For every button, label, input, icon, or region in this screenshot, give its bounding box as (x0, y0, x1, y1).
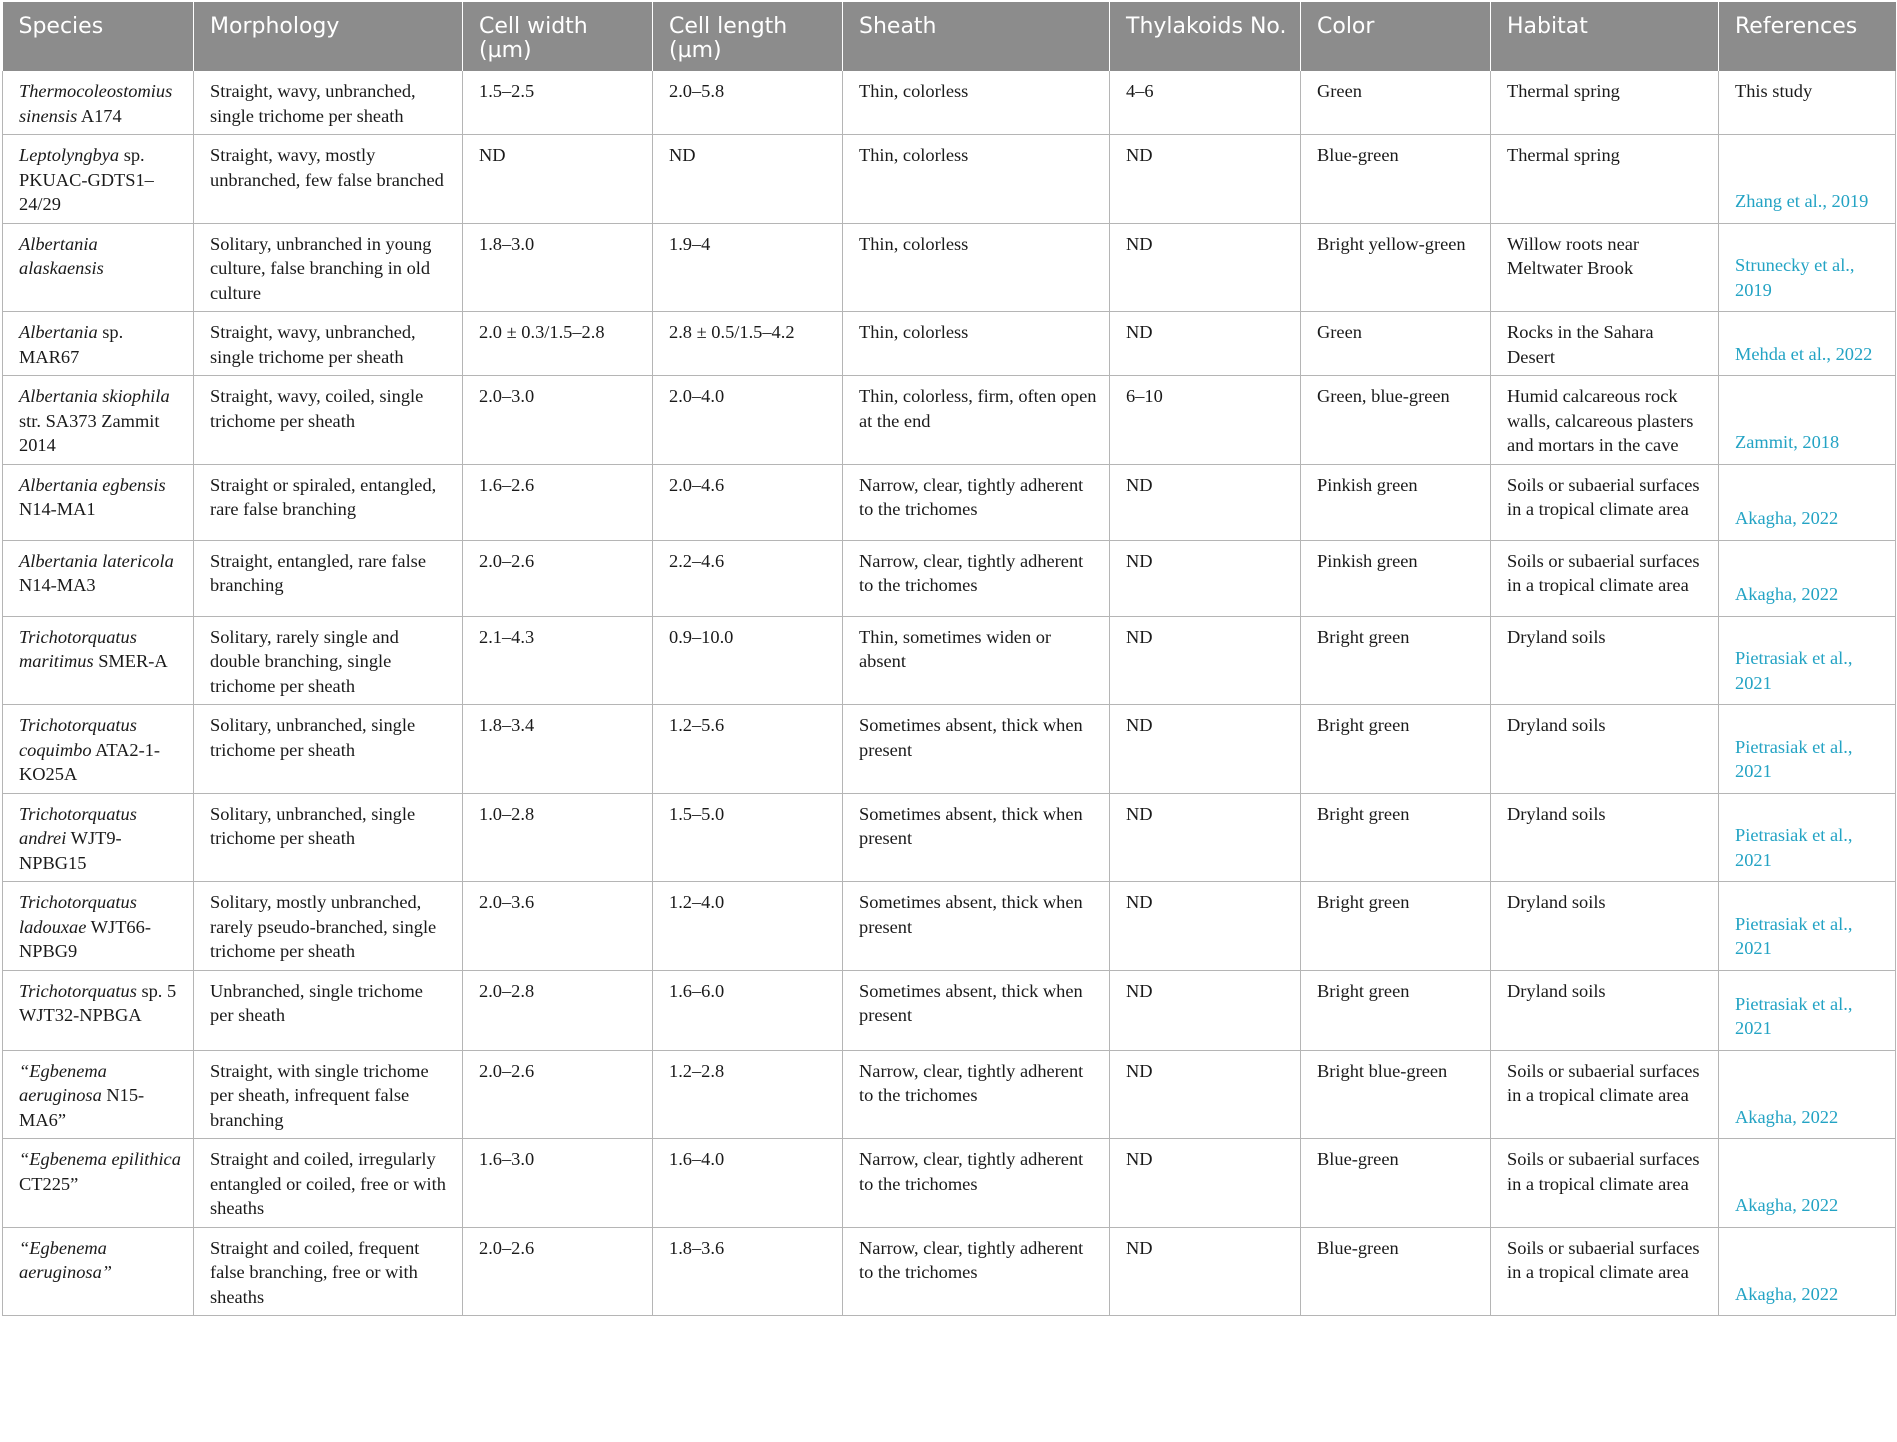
cell-morphology: Solitary, unbranched in young culture, false branching in old culture (194, 223, 463, 312)
cell-thylakoids: ND (1110, 312, 1301, 376)
cell-color: Green, blue-green (1301, 376, 1491, 465)
species-name-italic: Thermocoleostomius sinensis (19, 81, 173, 126)
species-name-strain: ATA2-1-KO25A (19, 739, 161, 784)
cell-color: Bright yellow-green (1301, 223, 1491, 312)
reference-link[interactable]: Pietrasiak et al., 2021 (1719, 882, 1896, 971)
cell-morphology: Straight, entangled, rare false branching (194, 540, 463, 616)
header-row (3, 2, 1896, 71)
species-name-italic: Albertania egbensis (19, 474, 166, 495)
cell-sheath: Thin, colorless (843, 135, 1110, 224)
reference-link[interactable]: Pietrasiak et al., 2021 (1719, 793, 1896, 882)
species-name-italic: Albertania (19, 322, 98, 342)
cell-morphology: Solitary, mostly unbranched, rarely pseudo-branched, single trichome per sheath (194, 882, 463, 971)
cell-width: 1.6–2.6 (463, 464, 653, 540)
cell-species (3, 616, 194, 705)
cell-length: 1.6–4.0 (653, 1139, 843, 1228)
reference-link[interactable]: Strunecky et al., 2019 (1719, 223, 1896, 312)
cell-length: 1.5–5.0 (653, 793, 843, 882)
species-name-italic: Trichotorquatus andrei (19, 803, 137, 848)
cell-species (3, 705, 194, 794)
cell-sheath: Narrow, clear, tightly adherent to the trichomes (843, 1227, 1110, 1316)
cell-sheath: Thin, colorless (843, 71, 1110, 135)
cell-sheath: Narrow, clear, tightly adherent to the trichomes (843, 464, 1110, 540)
species-name-italic: “Egbenema aeruginosa” (19, 1237, 112, 1282)
header-color: Color (1301, 2, 1491, 71)
cell-morphology: Straight and coiled, irregularly entangled or coiled, free or with sheaths (194, 1139, 463, 1228)
species-name-strain: sp. MAR67 (19, 322, 124, 367)
cell-sheath: Sometimes absent, thick when present (843, 970, 1110, 1050)
species-name-italic: Leptolyngbya (19, 145, 120, 165)
cell-color: Bright green (1301, 793, 1491, 882)
table-row (3, 882, 1896, 971)
species-name-strain: SMER-A (93, 651, 168, 671)
species-name-strain: sp. PKUAC-GDTS1–24/29 (19, 145, 154, 214)
reference-link[interactable]: Akagha, 2022 (1719, 1227, 1896, 1316)
species-name-strain: N14-MA1 (19, 499, 96, 519)
cell-thylakoids: ND (1110, 616, 1301, 705)
cell-length: 1.2–4.0 (653, 882, 843, 971)
cell-color: Green (1301, 71, 1491, 135)
cell-length: 1.2–5.6 (653, 705, 843, 794)
cell-species (3, 135, 194, 224)
species-name-strain: A174 (77, 105, 122, 126)
cell-habitat: Dryland soils (1491, 970, 1719, 1050)
species-name-italic: Albertania skiophila (19, 386, 170, 406)
table-row (3, 705, 1896, 794)
cell-species (3, 464, 194, 540)
reference-link[interactable]: Pietrasiak et al., 2021 (1719, 970, 1896, 1050)
cell-thylakoids: ND (1110, 1050, 1301, 1139)
header-species: Species (3, 2, 194, 71)
cell-thylakoids: ND (1110, 464, 1301, 540)
cell-length: 1.9–4 (653, 223, 843, 312)
cell-color: Pinkish green (1301, 540, 1491, 616)
cell-morphology: Solitary, unbranched, single trichome per sheath (194, 793, 463, 882)
table-row (3, 1050, 1896, 1139)
cell-width: ND (463, 135, 653, 224)
cell-species (3, 1050, 194, 1139)
reference-link[interactable]: Zammit, 2018 (1719, 376, 1896, 465)
cell-habitat: Willow roots near Meltwater Brook (1491, 223, 1719, 312)
table-row (3, 616, 1896, 705)
cell-habitat: Dryland soils (1491, 705, 1719, 794)
cell-habitat: Rocks in the Sahara Desert (1491, 312, 1719, 376)
cell-habitat: Soils or subaerial surfaces in a tropical climate area (1491, 464, 1719, 540)
header-sheath: Sheath (843, 2, 1110, 71)
cell-thylakoids: ND (1110, 793, 1301, 882)
species-name-italic: “Egbenema epilithica (19, 1149, 181, 1169)
table-row (3, 223, 1896, 312)
cell-width: 1.8–3.0 (463, 223, 653, 312)
cell-width: 2.0–2.8 (463, 970, 653, 1050)
table-container (2, 2, 1895, 1440)
cell-color: Bright green (1301, 970, 1491, 1050)
cell-sheath: Narrow, clear, tightly adherent to the trichomes (843, 540, 1110, 616)
species-name-strain: N15-MA6” (19, 1085, 145, 1130)
cell-sheath: Narrow, clear, tightly adherent to the trichomes (843, 1050, 1110, 1139)
cell-thylakoids: 6–10 (1110, 376, 1301, 465)
cell-thylakoids: ND (1110, 135, 1301, 224)
species-name-strain: CT225” (19, 1173, 79, 1194)
cell-morphology: Straight, wavy, mostly unbranched, few false branched (194, 135, 463, 224)
cell-morphology: Straight, wavy, coiled, single trichome per sheath (194, 376, 463, 465)
cell-thylakoids: ND (1110, 540, 1301, 616)
cell-sheath: Thin, colorless, firm, often open at the end (843, 376, 1110, 465)
cell-thylakoids: ND (1110, 705, 1301, 794)
cell-habitat: Thermal spring (1491, 71, 1719, 135)
species-name-italic: Trichotorquatus maritimus (19, 626, 137, 671)
species-name-strain: sp. 5 WJT32-NPBGA (19, 980, 177, 1025)
reference-link[interactable]: Mehda et al., 2022 (1719, 312, 1896, 376)
cell-width: 1.5–2.5 (463, 71, 653, 135)
table-row (3, 1139, 1896, 1228)
table-row (3, 376, 1896, 465)
cell-sheath: Narrow, clear, tightly adherent to the trichomes (843, 1139, 1110, 1228)
cell-thylakoids: ND (1110, 223, 1301, 312)
table-row (3, 1227, 1896, 1316)
cell-species (3, 793, 194, 882)
cell-thylakoids: 4–6 (1110, 71, 1301, 135)
header-references: References (1719, 2, 1896, 71)
cell-species (3, 540, 194, 616)
cell-width: 2.0–2.6 (463, 1227, 653, 1316)
cell-sheath: Thin, colorless (843, 312, 1110, 376)
species-name-strain: N14-MA3 (19, 575, 96, 595)
cell-length: 1.6–6.0 (653, 970, 843, 1050)
cell-color: Pinkish green (1301, 464, 1491, 540)
cell-reference: This study (1719, 71, 1896, 135)
table-row (3, 135, 1896, 224)
reference-link[interactable]: Pietrasiak et al., 2021 (1719, 705, 1896, 794)
cell-width: 2.1–4.3 (463, 616, 653, 705)
cell-length: 2.0–4.0 (653, 376, 843, 465)
cell-sheath: Sometimes absent, thick when present (843, 793, 1110, 882)
species-name-strain: WJT66-NPBG9 (19, 916, 151, 961)
species-name-italic: “Egbenema aeruginosa (19, 1060, 107, 1105)
cell-species (3, 71, 194, 135)
cell-sheath: Sometimes absent, thick when present (843, 882, 1110, 971)
cell-length: 1.2–2.8 (653, 1050, 843, 1139)
table-row (3, 970, 1896, 1050)
cell-color: Bright blue-green (1301, 1050, 1491, 1139)
cell-morphology: Straight, with single trichome per sheath, infrequent false branching (194, 1050, 463, 1139)
cell-morphology: Straight, wavy, unbranched, single trichome per sheath (194, 312, 463, 376)
species-name-italic: Albertania latericola (19, 550, 174, 571)
cell-habitat: Thermal spring (1491, 135, 1719, 224)
cell-habitat: Soils or subaerial surfaces in a tropical climate area (1491, 1227, 1719, 1316)
table-row (3, 464, 1896, 540)
cell-sheath: Thin, sometimes widen or absent (843, 616, 1110, 705)
cell-color: Blue-green (1301, 1227, 1491, 1316)
cell-thylakoids: ND (1110, 1139, 1301, 1228)
species-name-italic: Albertania alaskaensis (19, 233, 104, 278)
species-comparison-table (2, 2, 1896, 1316)
cell-width: 1.6–3.0 (463, 1139, 653, 1228)
cell-width: 2.0 ± 0.3/1.5–2.8 (463, 312, 653, 376)
cell-thylakoids: ND (1110, 970, 1301, 1050)
table-row (3, 71, 1896, 135)
cell-morphology: Straight or spiraled, entangled, rare false branching (194, 464, 463, 540)
cell-thylakoids: ND (1110, 1227, 1301, 1316)
header-thylakoids: Thylakoids No. (1110, 2, 1301, 71)
cell-habitat: Dryland soils (1491, 616, 1719, 705)
species-name-strain: str. SA373 Zammit 2014 (19, 410, 160, 455)
cell-species (3, 882, 194, 971)
header-morphology: Morphology (194, 2, 463, 71)
cell-color: Bright green (1301, 705, 1491, 794)
table-row (3, 540, 1896, 616)
reference-link[interactable]: Akagha, 2022 (1719, 540, 1896, 616)
cell-width: 1.8–3.4 (463, 705, 653, 794)
table-row (3, 793, 1896, 882)
cell-sheath: Sometimes absent, thick when present (843, 705, 1110, 794)
reference-link[interactable]: Akagha, 2022 (1719, 1139, 1896, 1228)
cell-length: 2.0–4.6 (653, 464, 843, 540)
species-name-italic: Trichotorquatus (19, 980, 137, 1001)
cell-species (3, 312, 194, 376)
cell-color: Blue-green (1301, 1139, 1491, 1228)
cell-morphology: Straight and coiled, frequent false branching, free or with sheaths (194, 1227, 463, 1316)
cell-width: 2.0–2.6 (463, 1050, 653, 1139)
cell-length: 2.2–4.6 (653, 540, 843, 616)
reference-link[interactable]: Zhang et al., 2019 (1719, 135, 1896, 224)
cell-habitat: Soils or subaerial surfaces in a tropical climate area (1491, 540, 1719, 616)
cell-length: 1.8–3.6 (653, 1227, 843, 1316)
cell-species (3, 1139, 194, 1228)
cell-morphology: Solitary, rarely single and double branching, single trichome per sheath (194, 616, 463, 705)
cell-color: Green (1301, 312, 1491, 376)
cell-color: Blue-green (1301, 135, 1491, 224)
table-body (3, 71, 1896, 1316)
cell-sheath: Thin, colorless (843, 223, 1110, 312)
cell-thylakoids: ND (1110, 882, 1301, 971)
cell-species (3, 970, 194, 1050)
cell-morphology: Straight, wavy, unbranched, single trichome per sheath (194, 71, 463, 135)
cell-habitat: Dryland soils (1491, 793, 1719, 882)
cell-habitat: Humid calcareous rock walls, calcareous plasters and mortars in the cave (1491, 376, 1719, 465)
cell-habitat: Dryland soils (1491, 882, 1719, 971)
species-name-strain: WJT9-NPBG15 (19, 828, 122, 873)
header-habitat: Habitat (1491, 2, 1719, 71)
reference-link[interactable]: Akagha, 2022 (1719, 464, 1896, 540)
cell-species (3, 1227, 194, 1316)
cell-species (3, 223, 194, 312)
cell-color: Bright green (1301, 882, 1491, 971)
cell-morphology: Unbranched, single trichome per sheath (194, 970, 463, 1050)
cell-species (3, 376, 194, 465)
cell-morphology: Solitary, unbranched, single trichome per sheath (194, 705, 463, 794)
cell-length: 2.8 ± 0.5/1.5–4.2 (653, 312, 843, 376)
header-cell-length: Cell length (µm) (653, 2, 843, 71)
cell-width: 2.0–2.6 (463, 540, 653, 616)
cell-length: 0.9–10.0 (653, 616, 843, 705)
reference-link[interactable]: Akagha, 2022 (1719, 1050, 1896, 1139)
cell-width: 2.0–3.6 (463, 882, 653, 971)
cell-width: 1.0–2.8 (463, 793, 653, 882)
header-cell-width: Cell width (µm) (463, 2, 653, 71)
cell-length: ND (653, 135, 843, 224)
cell-habitat: Soils or subaerial surfaces in a tropical climate area (1491, 1139, 1719, 1228)
cell-habitat: Soils or subaerial surfaces in a tropical climate area (1491, 1050, 1719, 1139)
cell-length: 2.0–5.8 (653, 71, 843, 135)
cell-width: 2.0–3.0 (463, 376, 653, 465)
species-name-italic: Trichotorquatus ladouxae (19, 892, 137, 937)
table-row (3, 312, 1896, 376)
species-name-italic: Trichotorquatus coquimbo (19, 715, 137, 760)
reference-link[interactable]: Pietrasiak et al., 2021 (1719, 616, 1896, 705)
cell-color: Bright green (1301, 616, 1491, 705)
